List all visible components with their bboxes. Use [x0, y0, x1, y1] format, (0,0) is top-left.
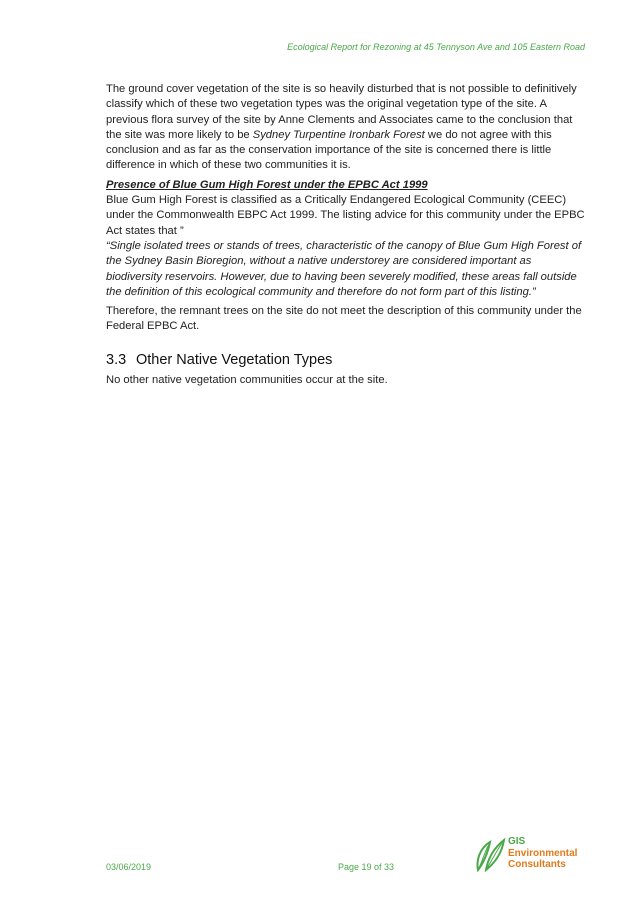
- subheading-blue-gum-epbc: Presence of Blue Gum High Forest under the EPBC Act 1999: [106, 178, 428, 191]
- paragraph-conclusion: Therefore, the remnant trees on the site do not meet the description of this community under the Federal EPBC Act.: [106, 305, 582, 333]
- paragraph-vegetation-classification: [106, 82, 586, 174]
- logo-line-environmental: Environmental: [508, 847, 578, 859]
- page-header-title: Ecological Report for Rezoning at 45 Tennyson Ave and 105 Eastern Road: [287, 42, 585, 52]
- logo-line-gis: GIS: [508, 836, 526, 847]
- paragraph-ceec-classification: Blue Gum High Forest is classified as a Critically Endangered Ecological Community (CEEC) under the Commonwealth EBPC Act 1999. The listing advice for this community under the EPBC Act states that ”: [106, 194, 585, 237]
- forest-type-italic: Sydney Turpentine Ironbark Forest: [252, 128, 425, 141]
- section-title: Other Native Vegetation Types: [136, 351, 333, 368]
- paragraph-text: The ground cover vegetation of the site is so heavily disturbed that is not possible to definitively classify which of these two vegetation types was the original vegetation type of the site. A previous flora survey of the site by Anne Clements and Associates came to the conclusion that the site was more likely to be: [106, 83, 577, 141]
- logo-wordmark: [508, 836, 577, 871]
- document-body: [106, 82, 586, 388]
- listing-advice-quote: “Single isolated trees or stands of trees, characteristic of the canopy of Blue Gum High Forest of the Sydney Basin Bioregion, without a native understorey are considered important as biodiversity reservoirs. However, due to having been severely modified, these areas fall outside the definition of this ecological community and therefore do not form part of this listing.”: [106, 239, 582, 298]
- section-heading-3-3: [106, 351, 586, 369]
- logo-line-consultants: Consultants: [508, 859, 566, 870]
- paragraph-text-end: we do not agree with this conclusion and as far as the conservation importance of the site is concerned there is little difference in which of these two communities it is.: [106, 128, 552, 172]
- company-logo: [472, 834, 592, 874]
- leaf-icon: [472, 836, 506, 872]
- paragraph-other-vegetation: No other native vegetation communities occur at the site.: [106, 373, 388, 386]
- section-number: 3.3: [106, 351, 127, 368]
- footer-page-number: Page 19 of 33: [338, 862, 395, 872]
- footer-date: 03/06/2019: [106, 862, 152, 872]
